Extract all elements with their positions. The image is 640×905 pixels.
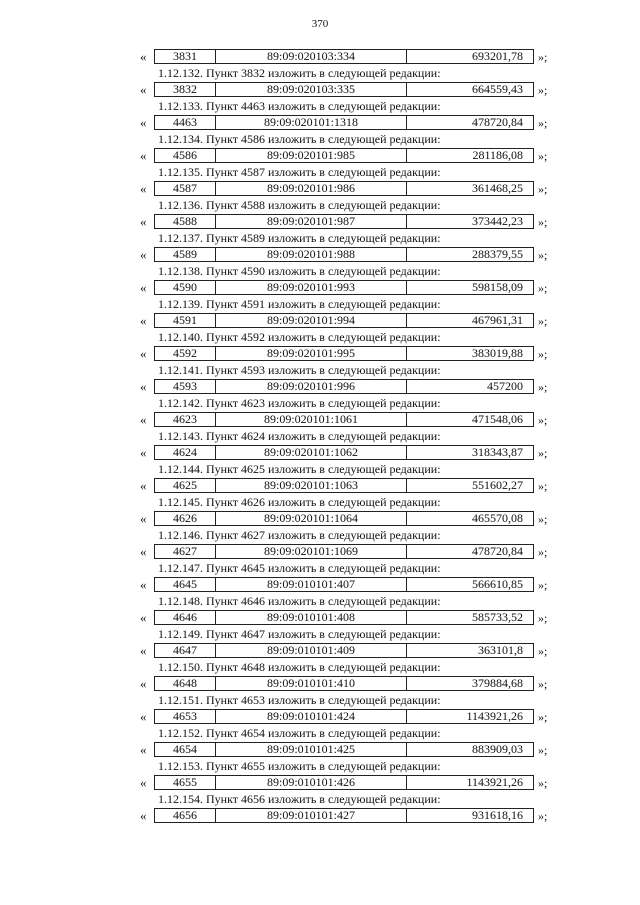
amendment-entry xyxy=(140,626,560,659)
close-quote: »; xyxy=(538,479,548,493)
amendment-instruction: 1.12.150. Пункт 4648 изложить в следующей редакции: xyxy=(158,660,441,674)
item-number-cell: 3831 xyxy=(155,50,216,63)
table-row xyxy=(140,180,560,197)
amendment-instruction: 1.12.154. Пункт 4656 изложить в следующей редакции: xyxy=(158,792,441,806)
table-row xyxy=(140,477,560,494)
cadastral-number-cell: 89:09:020101:1062 xyxy=(216,446,407,459)
value-cell: 664559,43 xyxy=(472,82,523,96)
cadastral-number-cell: 89:09:020103:334 xyxy=(216,50,407,63)
cadastral-number-cell: 89:09:010101:426 xyxy=(216,776,407,789)
value-cell: 566610,85 xyxy=(472,577,523,591)
table-row xyxy=(140,345,560,362)
data-table xyxy=(154,181,534,196)
close-quote: »; xyxy=(538,710,548,724)
open-quote: « xyxy=(140,642,147,658)
table-row xyxy=(140,543,560,560)
open-quote: « xyxy=(140,477,147,493)
amendment-instruction: 1.12.148. Пункт 4646 изложить в следующей редакции: xyxy=(158,594,441,608)
cadastral-number-cell: 89:09:010101:424 xyxy=(216,710,407,723)
data-table xyxy=(154,610,534,625)
amendment-instruction: 1.12.146. Пункт 4627 изложить в следующей редакции: xyxy=(158,528,441,542)
cadastral-number-cell: 89:09:010101:427 xyxy=(216,809,407,822)
item-number-cell: 4654 xyxy=(155,743,216,756)
close-quote: »; xyxy=(538,776,548,790)
data-table xyxy=(154,280,534,295)
item-number-cell: 4625 xyxy=(155,479,216,492)
value-cell: 478720,84 xyxy=(472,115,523,129)
cadastral-number-cell: 89:09:020101:994 xyxy=(216,314,407,327)
table-row xyxy=(140,312,560,329)
document-body xyxy=(140,48,560,824)
table-row xyxy=(140,81,560,98)
data-table xyxy=(154,379,534,394)
open-quote: « xyxy=(140,279,147,295)
table-row xyxy=(140,213,560,230)
data-table xyxy=(154,577,534,592)
value-cell: 1143921,26 xyxy=(466,775,523,789)
cadastral-number-cell: 89:09:020101:1069 xyxy=(216,545,407,558)
data-table xyxy=(154,49,534,64)
value-cell: 471548,06 xyxy=(472,412,523,426)
value-cell: 598158,09 xyxy=(472,280,523,294)
item-number-cell: 4656 xyxy=(155,809,216,822)
cadastral-number-cell: 89:09:020101:986 xyxy=(216,182,407,195)
value-cell: 363101,8 xyxy=(478,643,523,657)
value-cell: 931618,16 xyxy=(472,808,523,822)
close-quote: »; xyxy=(538,644,548,658)
open-quote: « xyxy=(140,774,147,790)
data-table xyxy=(154,313,534,328)
item-number-cell: 4627 xyxy=(155,545,216,558)
amendment-entry xyxy=(140,263,560,296)
amendment-entry xyxy=(140,164,560,197)
cadastral-number-cell: 89:09:020101:993 xyxy=(216,281,407,294)
open-quote: « xyxy=(140,543,147,559)
amendment-entry xyxy=(140,593,560,626)
cadastral-number-cell: 89:09:010101:409 xyxy=(216,644,407,657)
table-row xyxy=(140,741,560,758)
page-number: 370 xyxy=(311,18,329,30)
open-quote: « xyxy=(140,345,147,361)
close-quote: »; xyxy=(538,50,548,64)
amendment-entry xyxy=(140,329,560,362)
amendment-entry xyxy=(140,428,560,461)
cadastral-number-cell: 89:09:020101:1063 xyxy=(216,479,407,492)
close-quote: »; xyxy=(538,347,548,361)
data-table xyxy=(154,742,534,757)
amendment-instruction: 1.12.134. Пункт 4586 изложить в следующей редакции: xyxy=(158,132,441,146)
table-row xyxy=(140,246,560,263)
item-number-cell: 4647 xyxy=(155,644,216,657)
close-quote: »; xyxy=(538,677,548,691)
amendment-entry xyxy=(140,527,560,560)
item-number-cell: 4588 xyxy=(155,215,216,228)
amendment-entry xyxy=(140,65,560,98)
cadastral-number-cell: 89:09:020101:1318 xyxy=(216,116,407,129)
cadastral-number-cell: 89:09:020103:335 xyxy=(216,83,407,96)
value-cell: 288379,55 xyxy=(472,247,523,261)
amendment-instruction: 1.12.142. Пункт 4623 изложить в следующей редакции: xyxy=(158,396,441,410)
close-quote: »; xyxy=(538,281,548,295)
table-row xyxy=(140,114,560,131)
value-cell: 318343,87 xyxy=(472,445,523,459)
item-number-cell: 4623 xyxy=(155,413,216,426)
item-number-cell: 4587 xyxy=(155,182,216,195)
close-quote: »; xyxy=(538,149,548,163)
amendment-instruction: 1.12.141. Пункт 4593 изложить в следующей редакции: xyxy=(158,363,441,377)
open-quote: « xyxy=(140,246,147,262)
close-quote: »; xyxy=(538,743,548,757)
cadastral-number-cell: 89:09:020101:995 xyxy=(216,347,407,360)
cadastral-number-cell: 89:09:020101:988 xyxy=(216,248,407,261)
value-cell: 1143921,26 xyxy=(466,709,523,723)
data-table xyxy=(154,346,534,361)
data-table xyxy=(154,82,534,97)
table-row xyxy=(140,411,560,428)
open-quote: « xyxy=(140,81,147,97)
item-number-cell: 4624 xyxy=(155,446,216,459)
amendment-instruction: 1.12.143. Пункт 4624 изложить в следующей редакции: xyxy=(158,429,441,443)
amendment-instruction: 1.12.153. Пункт 4655 изложить в следующей редакции: xyxy=(158,759,441,773)
amendment-entry xyxy=(140,131,560,164)
data-table xyxy=(154,412,534,427)
open-quote: « xyxy=(140,576,147,592)
cadastral-number-cell: 89:09:020101:987 xyxy=(216,215,407,228)
amendment-entry xyxy=(140,362,560,395)
close-quote: »; xyxy=(538,446,548,460)
close-quote: »; xyxy=(538,578,548,592)
close-quote: »; xyxy=(538,215,548,229)
data-table xyxy=(154,445,534,460)
close-quote: »; xyxy=(538,545,548,559)
cadastral-number-cell: 89:09:010101:410 xyxy=(216,677,407,690)
value-cell: 693201,78 xyxy=(472,49,523,63)
data-table xyxy=(154,643,534,658)
amendment-entry xyxy=(140,692,560,725)
value-cell: 379884,68 xyxy=(472,676,523,690)
item-number-cell: 4592 xyxy=(155,347,216,360)
open-quote: « xyxy=(140,180,147,196)
item-number-cell: 4626 xyxy=(155,512,216,525)
data-table xyxy=(154,478,534,493)
data-table xyxy=(154,115,534,130)
open-quote: « xyxy=(140,378,147,394)
amendment-instruction: 1.12.149. Пункт 4647 изложить в следующей редакции: xyxy=(158,627,441,641)
amendment-entry xyxy=(140,197,560,230)
amendment-entry xyxy=(140,461,560,494)
amendment-entry xyxy=(140,296,560,329)
data-table xyxy=(154,247,534,262)
item-number-cell: 4590 xyxy=(155,281,216,294)
value-cell: 383019,88 xyxy=(472,346,523,360)
cadastral-number-cell: 89:09:010101:408 xyxy=(216,611,407,624)
data-table xyxy=(154,214,534,229)
open-quote: « xyxy=(140,708,147,724)
amendment-entry xyxy=(140,659,560,692)
amendment-instruction: 1.12.133. Пункт 4463 изложить в следующей редакции: xyxy=(158,99,441,113)
table-row xyxy=(140,708,560,725)
data-table xyxy=(154,709,534,724)
amendment-entry xyxy=(140,725,560,758)
item-number-cell: 4648 xyxy=(155,677,216,690)
value-cell: 883909,03 xyxy=(472,742,523,756)
cadastral-number-cell: 89:09:020101:1064 xyxy=(216,512,407,525)
amendment-entry xyxy=(140,395,560,428)
amendment-entry xyxy=(140,758,560,791)
item-number-cell: 4645 xyxy=(155,578,216,591)
amendment-instruction: 1.12.152. Пункт 4654 изложить в следующей редакции: xyxy=(158,726,441,740)
open-quote: « xyxy=(140,312,147,328)
table-row xyxy=(140,48,560,65)
cadastral-number-cell: 89:09:020101:1061 xyxy=(216,413,407,426)
item-number-cell: 4586 xyxy=(155,149,216,162)
amendment-list xyxy=(140,65,560,824)
amendment-entry xyxy=(140,98,560,131)
open-quote: « xyxy=(140,444,147,460)
value-cell: 457200 xyxy=(487,379,523,393)
table-row xyxy=(140,576,560,593)
open-quote: « xyxy=(140,807,147,823)
amendment-instruction: 1.12.147. Пункт 4645 изложить в следующей редакции: xyxy=(158,561,441,575)
data-table xyxy=(154,775,534,790)
close-quote: »; xyxy=(538,116,548,130)
table-row xyxy=(140,510,560,527)
open-quote: « xyxy=(140,411,147,427)
data-table xyxy=(154,544,534,559)
item-number-cell: 3832 xyxy=(155,83,216,96)
close-quote: »; xyxy=(538,83,548,97)
item-number-cell: 4653 xyxy=(155,710,216,723)
amendment-entry xyxy=(140,494,560,527)
cadastral-number-cell: 89:09:010101:425 xyxy=(216,743,407,756)
item-number-cell: 4593 xyxy=(155,380,216,393)
close-quote: »; xyxy=(538,413,548,427)
open-quote: « xyxy=(140,675,147,691)
amendment-entry xyxy=(140,560,560,593)
value-cell: 551602,27 xyxy=(472,478,523,492)
item-number-cell: 4591 xyxy=(155,314,216,327)
close-quote: »; xyxy=(538,248,548,262)
close-quote: »; xyxy=(538,182,548,196)
table-row xyxy=(140,774,560,791)
table-row xyxy=(140,642,560,659)
amendment-instruction: 1.12.137. Пункт 4589 изложить в следующей редакции: xyxy=(158,231,441,245)
amendment-instruction: 1.12.144. Пункт 4625 изложить в следующей редакции: xyxy=(158,462,441,476)
open-quote: « xyxy=(140,114,147,130)
item-number-cell: 4589 xyxy=(155,248,216,261)
value-cell: 373442,23 xyxy=(472,214,523,228)
data-table xyxy=(154,511,534,526)
amendment-entry xyxy=(140,230,560,263)
data-table xyxy=(154,676,534,691)
data-table xyxy=(154,148,534,163)
item-number-cell: 4646 xyxy=(155,611,216,624)
table-row xyxy=(140,147,560,164)
amendment-instruction: 1.12.151. Пункт 4653 изложить в следующей редакции: xyxy=(158,693,441,707)
amendment-instruction: 1.12.145. Пункт 4626 изложить в следующей редакции: xyxy=(158,495,441,509)
table-row xyxy=(140,807,560,824)
cadastral-number-cell: 89:09:020101:985 xyxy=(216,149,407,162)
close-quote: »; xyxy=(538,314,548,328)
value-cell: 281186,08 xyxy=(472,148,523,162)
open-quote: « xyxy=(140,48,147,64)
value-cell: 585733,52 xyxy=(472,610,523,624)
value-cell: 478720,84 xyxy=(472,544,523,558)
item-number-cell: 4655 xyxy=(155,776,216,789)
item-number-cell: 4463 xyxy=(155,116,216,129)
table-row xyxy=(140,279,560,296)
table-row xyxy=(140,609,560,626)
amendment-instruction: 1.12.136. Пункт 4588 изложить в следующей редакции: xyxy=(158,198,441,212)
amendment-instruction: 1.12.138. Пункт 4590 изложить в следующей редакции: xyxy=(158,264,441,278)
amendment-entry xyxy=(140,791,560,824)
value-cell: 361468,25 xyxy=(472,181,523,195)
cadastral-number-cell: 89:09:020101:996 xyxy=(216,380,407,393)
value-cell: 465570,08 xyxy=(472,511,523,525)
table-row xyxy=(140,675,560,692)
open-quote: « xyxy=(140,213,147,229)
value-cell: 467961,31 xyxy=(472,313,523,327)
close-quote: »; xyxy=(538,380,548,394)
amendment-instruction: 1.12.132. Пункт 3832 изложить в следующей редакции: xyxy=(158,66,441,80)
close-quote: »; xyxy=(538,512,548,526)
amendment-instruction: 1.12.135. Пункт 4587 изложить в следующей редакции: xyxy=(158,165,441,179)
close-quote: »; xyxy=(538,611,548,625)
data-table xyxy=(154,808,534,823)
open-quote: « xyxy=(140,510,147,526)
close-quote: »; xyxy=(538,809,548,823)
table-row xyxy=(140,444,560,461)
cadastral-number-cell: 89:09:010101:407 xyxy=(216,578,407,591)
amendment-instruction: 1.12.139. Пункт 4591 изложить в следующей редакции: xyxy=(158,297,441,311)
table-row xyxy=(140,378,560,395)
open-quote: « xyxy=(140,741,147,757)
open-quote: « xyxy=(140,147,147,163)
amendment-instruction: 1.12.140. Пункт 4592 изложить в следующей редакции: xyxy=(158,330,441,344)
open-quote: « xyxy=(140,609,147,625)
